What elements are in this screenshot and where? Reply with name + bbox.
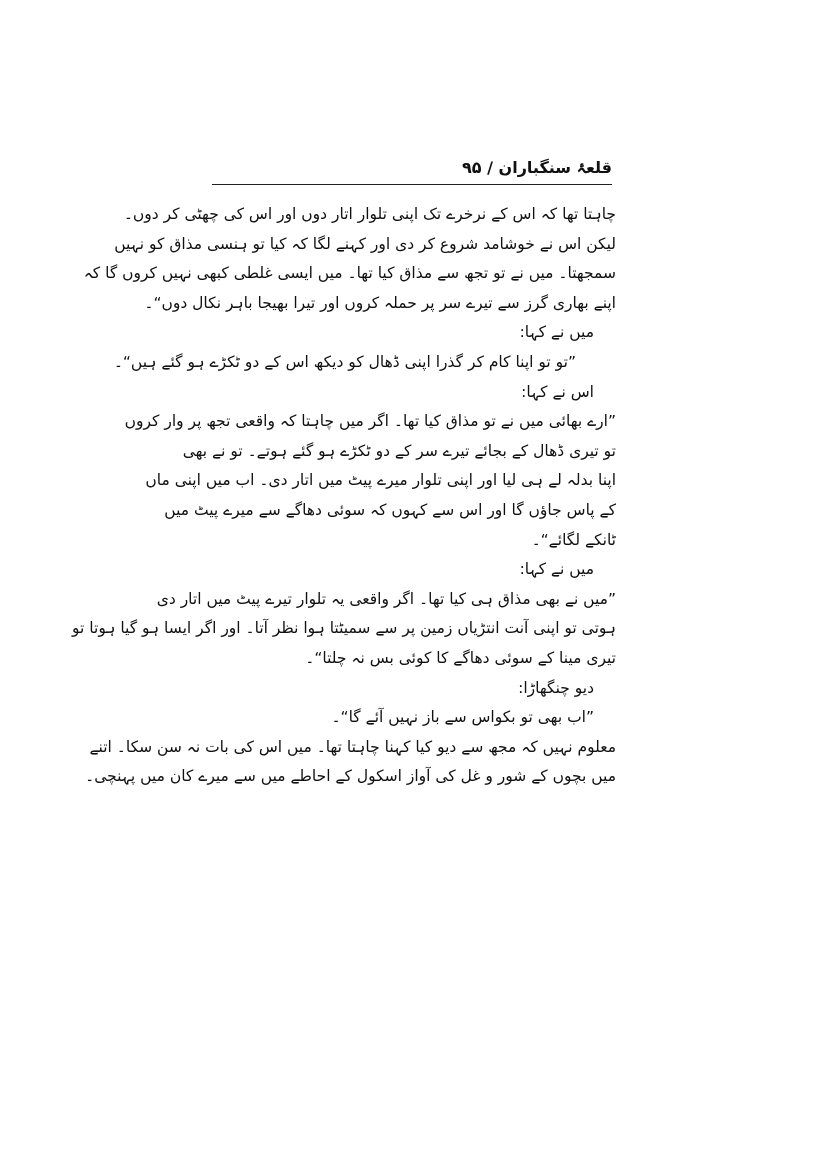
body-text	[72, 200, 616, 792]
dialogue-line: ”میں نے بھی مذاق ہی کیا تھا۔ اگر واقعی یہ تلوار تیرے پیٹ میں اتار دی	[156, 589, 616, 608]
text-line: میں بچوں کے شور و غل کی آواز اسکول کے احاطے میں سے میرے کان میں پہنچی۔	[85, 767, 616, 786]
text-line: معلوم نہیں کہ مجھ سے دیو کیا کہنا چاہتا تھا۔ میں اس کی بات نہ سن سکا۔ اتنے	[89, 737, 616, 756]
text-line: سمجھتا۔ میں نے تو تجھ سے مذاق کیا تھا۔ میں ایسی غلطی کبھی نہیں کروں گا کہ	[83, 264, 616, 283]
dialogue-line: ”ارے بھائی میں نے تو مذاق کیا تھا۔ اگر میں چاہتا کہ واقعی تجھ پر وار کروں	[124, 412, 616, 431]
dialogue-line: تیری مینا کے سوئی دھاگے کا کوئی بس نہ چلتا“۔	[305, 648, 616, 667]
speaker-line: میں نے کہا:	[519, 560, 594, 579]
dialogue-line: ٹانکے لگائے“۔	[531, 530, 616, 549]
running-head: قلعۂ سنگباران / ۹۵	[462, 158, 612, 177]
dialogue-line: تو تیری ڈھال کے بجائے تیرے سر کے دو ٹکڑے ہو گئے ہوتے۔ تو نے بھی	[182, 441, 616, 460]
dialogue-line: ہوتی تو اپنی آنت انتڑیاں زمین پر سے سمیٹتا ہوا نظر آتا۔ اور اگر ایسا ہو گیا ہوتا تو	[72, 619, 616, 638]
page-header	[212, 158, 612, 186]
header-divider	[212, 184, 612, 185]
dialogue-line: ”اب بھی تو بکواس سے باز نہیں آئے گا“۔	[331, 708, 594, 727]
dialogue-line: ”تو تو اپنا کام کر گذرا اپنی ڈھال کو دیکھ اس کے دو ٹکڑے ہو گئے ہیں“۔	[113, 352, 576, 371]
speaker-line: دیو چنگھاڑا:	[518, 678, 594, 697]
text-line: اپنے بھاری گرز سے تیرے سر پر حملہ کروں اور تیرا بھیجا باہر نکال دوں“۔	[144, 293, 616, 312]
speaker-line: اس نے کہا:	[521, 382, 594, 401]
text-line: لیکن اس نے خوشامد شروع کر دی اور کہنے لگا کہ کیا تو ہنسی مذاق کو نہیں	[114, 234, 616, 253]
dialogue-line: کے پاس جاؤں گا اور اس سے کہوں کہ سوئی دھاگے سے میرے پیٹ میں	[164, 500, 616, 519]
text-line: چاہتا تھا کہ اس کے نرخرے تک اپنی تلوار اتار دوں اور اس کی چھٹی کر دوں۔	[123, 205, 616, 223]
dialogue-line: اپنا بدلہ لے ہی لیا اور اپنی تلوار میرے پیٹ میں اتار دی۔ اب میں اپنی ماں	[145, 471, 616, 490]
speaker-line: میں نے کہا:	[519, 323, 594, 342]
